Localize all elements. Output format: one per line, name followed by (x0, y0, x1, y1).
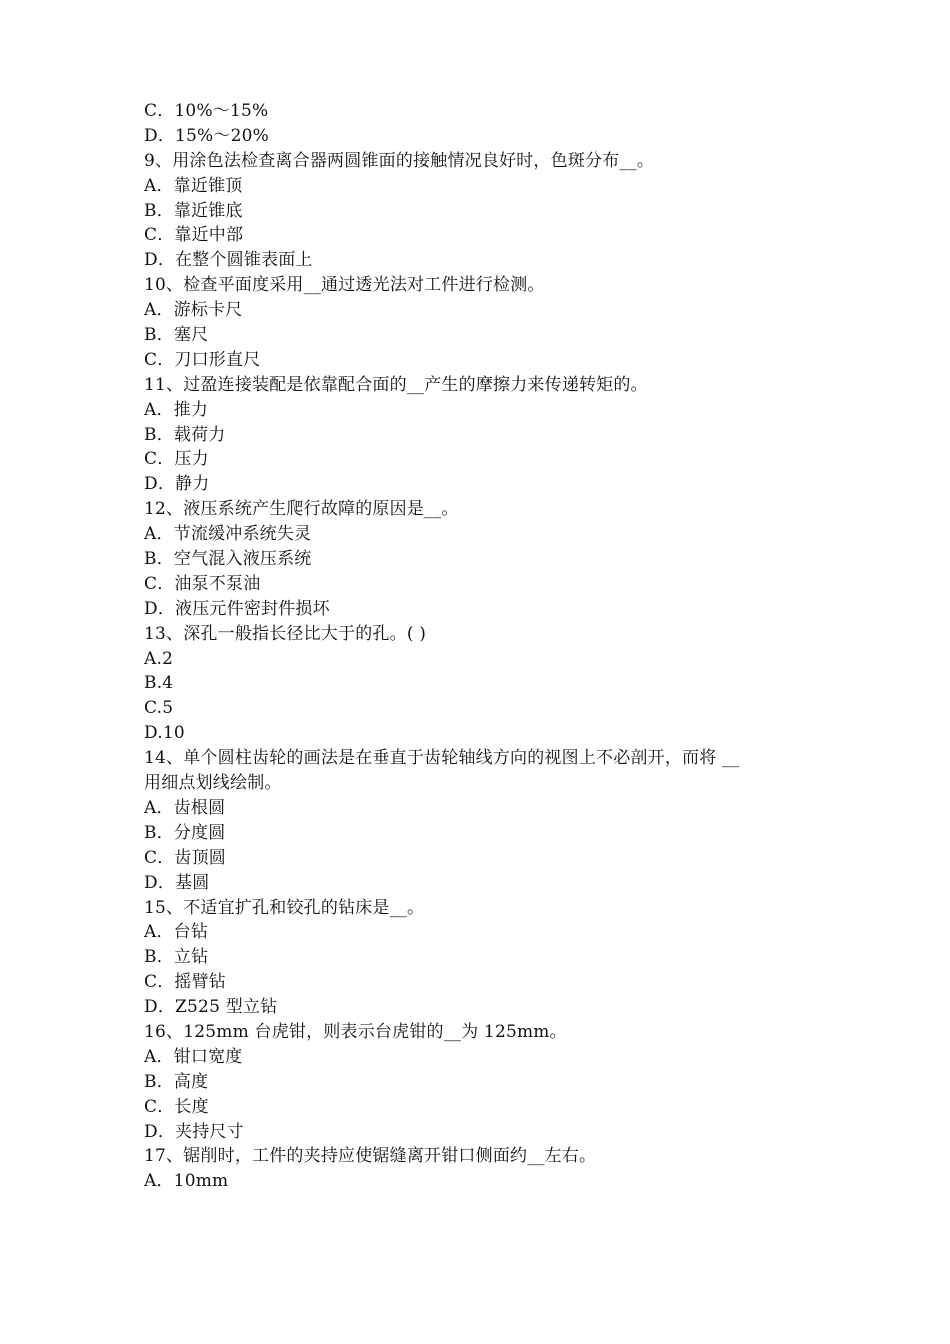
option-line: A．齿根圆 (144, 797, 226, 818)
option-line: D．液压元件密封件损坏 (144, 598, 330, 619)
option-line: A.2 (144, 648, 174, 669)
question-10: 10、检查平面度采用__通过透光法对工件进行检测。 (144, 275, 545, 296)
option-line: D．在整个圆锥表面上 (144, 250, 313, 271)
option-line: B．高度 (144, 1071, 209, 1092)
option-line: B．靠近锥底 (144, 200, 243, 221)
option-line: C．压力 (144, 449, 209, 470)
option-line: A．靠近锥顶 (144, 175, 243, 196)
option-line: A．10mm (144, 1171, 229, 1192)
question-13: 13、深孔一般指长径比大于的孔。( ) (144, 623, 427, 644)
option-line: B．载荷力 (144, 424, 226, 445)
question-16: 16、125mm 台虎钳，则表示台虎钳的__为 125mm。 (144, 1021, 567, 1042)
option-line: C.5 (144, 698, 174, 719)
question-14-continued: 用细点划线绘制。 (144, 773, 282, 794)
option-line: C．齿顶圆 (144, 847, 227, 868)
option-line: B．空气混入液压系统 (144, 549, 312, 570)
option-line: C．长度 (144, 1096, 209, 1117)
option-line: C．10%～15% (144, 101, 269, 121)
option-line: B．塞尺 (144, 325, 209, 346)
option-line: D．15%～20% (144, 125, 270, 146)
question-14: 14、单个圆柱齿轮的画法是在垂直于齿轮轴线方向的视图上不必剖开，而将 __ (144, 748, 740, 769)
option-line: A．游标卡尺 (144, 300, 243, 321)
option-line: A．钳口宽度 (144, 1046, 243, 1067)
question-15: 15、不适宜扩孔和铰孔的钻床是__。 (144, 897, 425, 918)
question-12: 12、液压系统产生爬行故障的原因是__。 (144, 499, 459, 520)
question-list (144, 99, 824, 1194)
option-line: D．基圆 (144, 872, 210, 893)
option-line: A．节流缓冲系统失灵 (144, 524, 312, 545)
option-line: C．刀口形直尺 (144, 349, 261, 370)
option-line: B．分度圆 (144, 822, 226, 843)
option-line: D．静力 (144, 474, 210, 495)
option-line: C．摇臂钻 (144, 972, 227, 993)
option-line: D．Z525 型立钻 (144, 997, 278, 1018)
question-11: 11、过盈连接装配是依靠配合面的__产生的摩擦力来传递转矩的。 (144, 374, 648, 395)
option-line: C．靠近中部 (144, 225, 244, 246)
option-line: D.10 (144, 723, 185, 744)
option-line: B．立钻 (144, 947, 209, 968)
question-9: 9、用涂色法检查离合器两圆锥面的接触情况良好时，色斑分布__。 (144, 150, 655, 171)
option-line: B.4 (144, 673, 174, 694)
question-17: 17、锯削时，工件的夹持应使锯缝离开钳口侧面约__左右。 (144, 1146, 597, 1167)
option-line: A．台钻 (144, 922, 209, 943)
option-line: A．推力 (144, 399, 209, 420)
option-line: D．夹持尺寸 (144, 1121, 244, 1142)
option-line: C．油泵不泵油 (144, 573, 261, 594)
